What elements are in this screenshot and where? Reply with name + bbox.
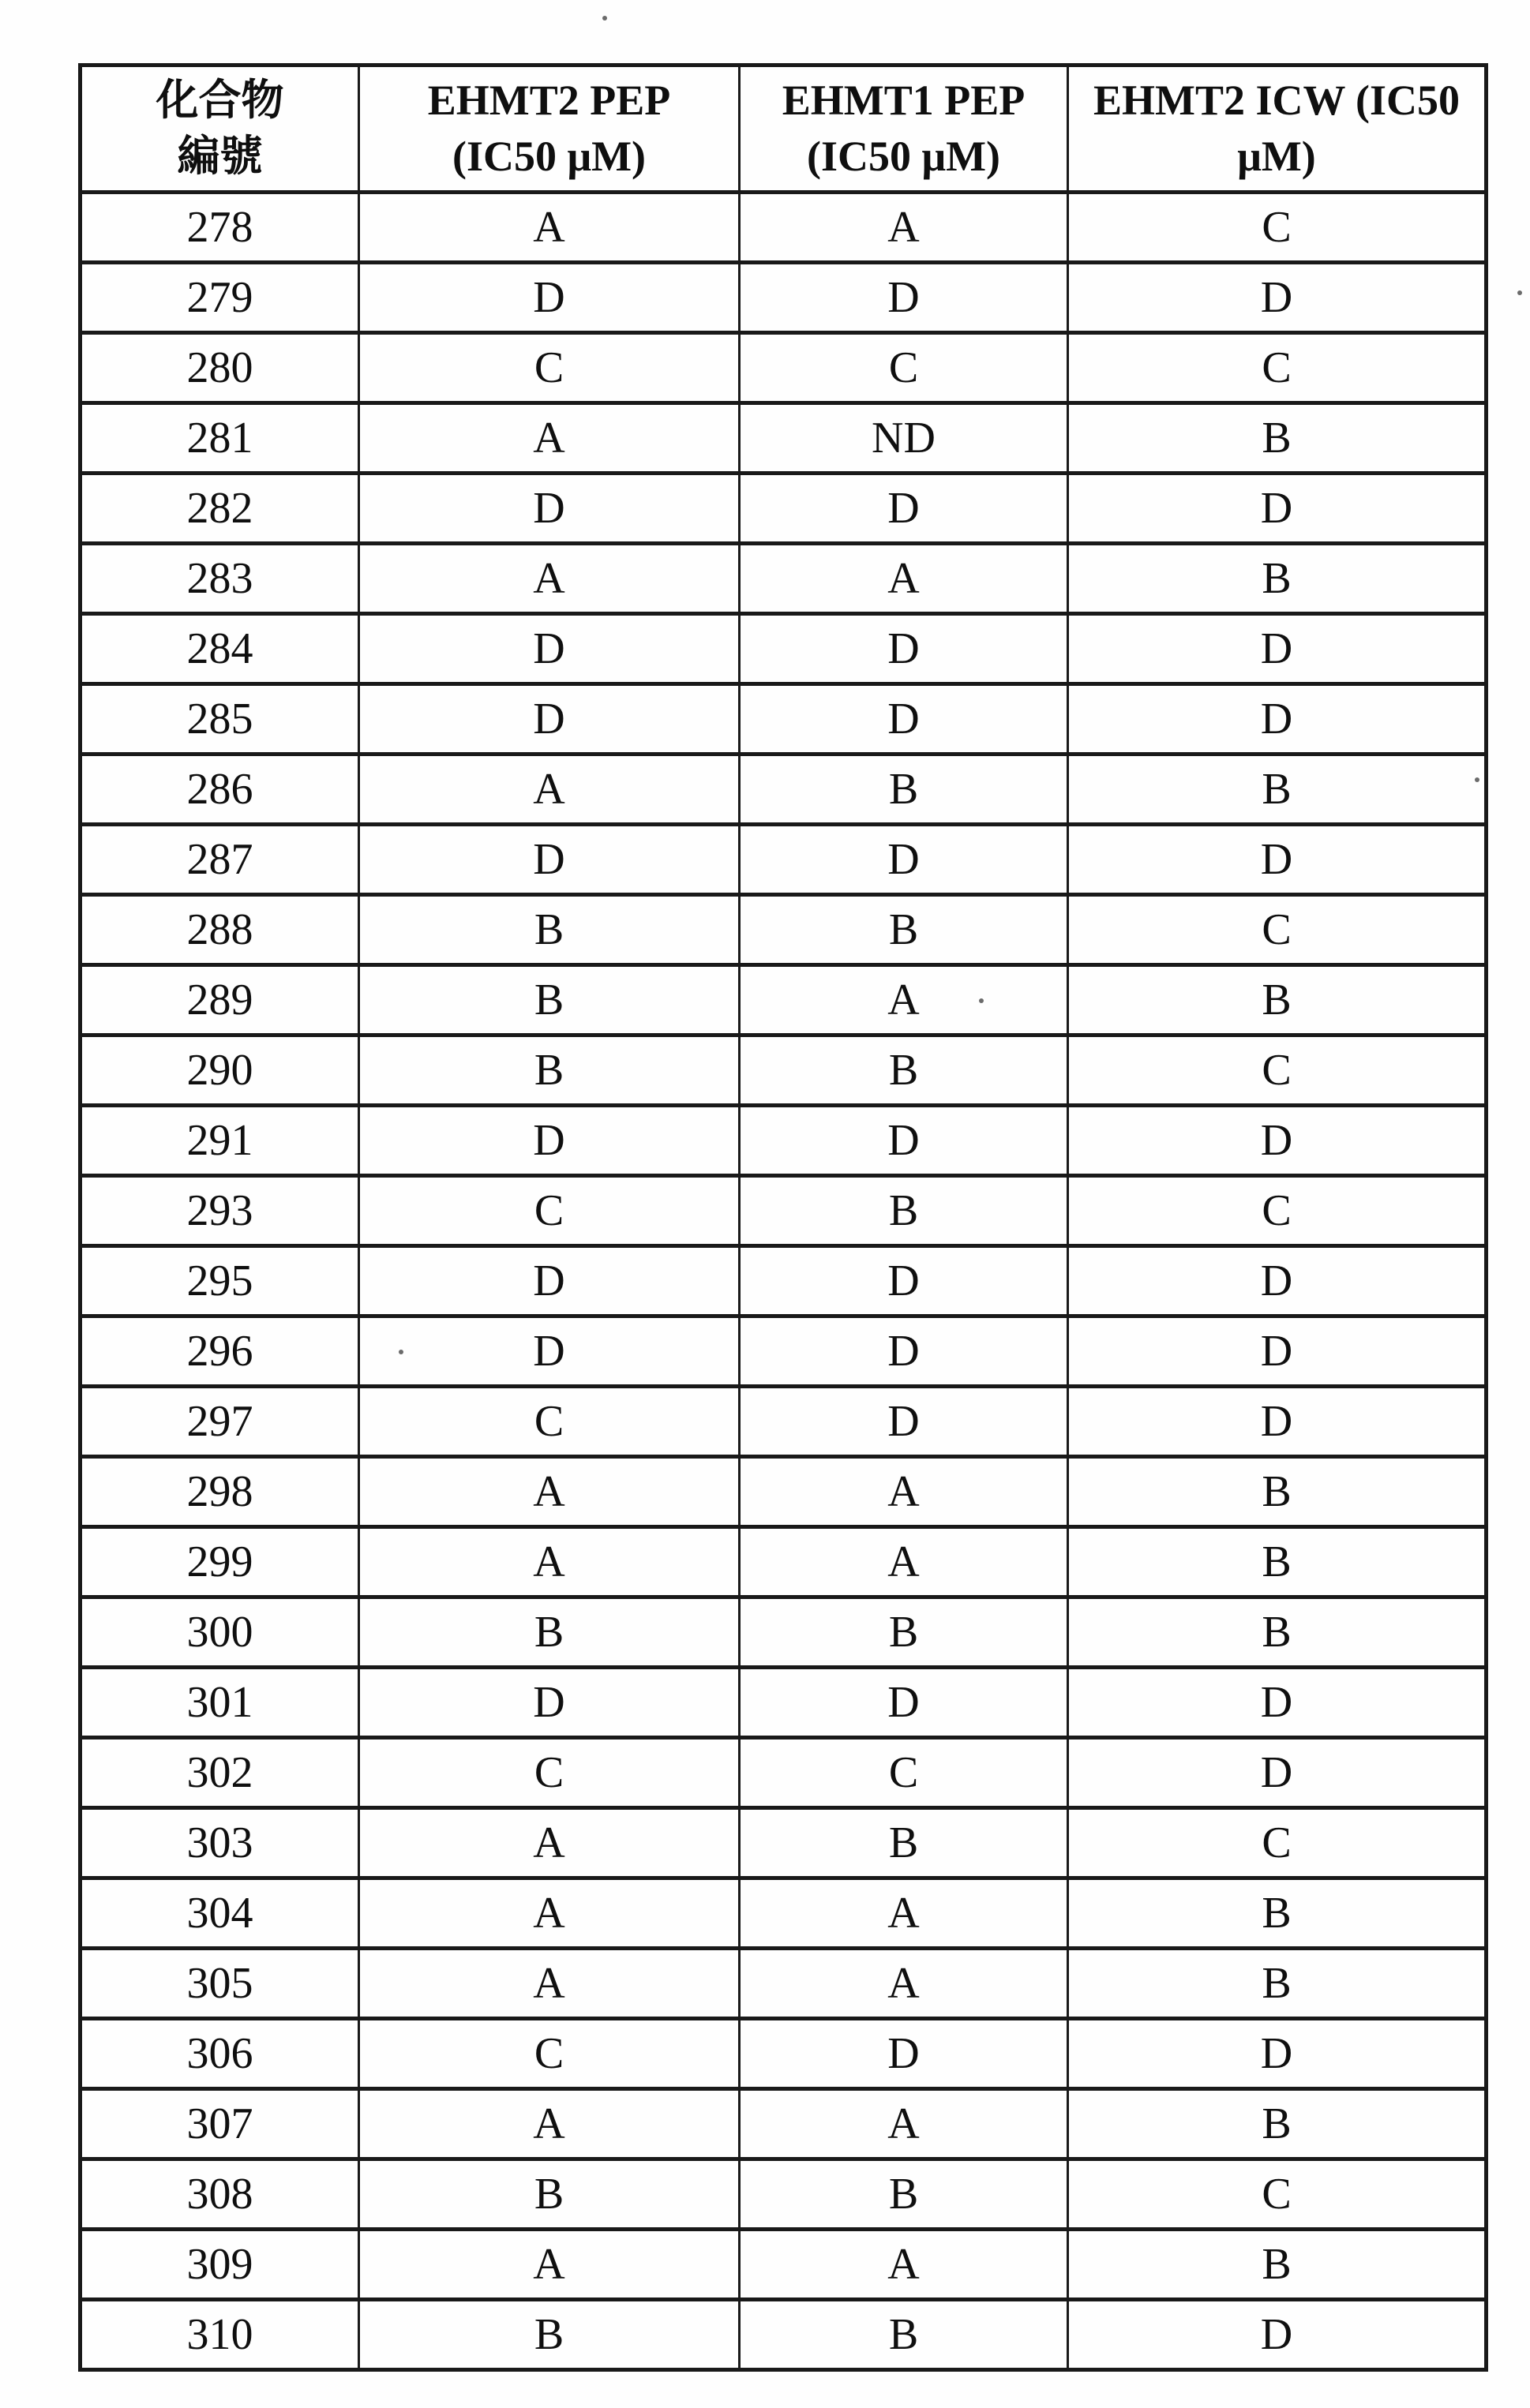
table-row [81,1035,1487,1106]
table-row [81,403,1487,474]
ehmt2-icw-grade-cell: D [1068,1316,1487,1387]
ehmt2-pep-grade-cell: A [359,1808,740,1878]
header-ehmt1-pep-line1: EHMT1 PEP [782,76,1026,124]
ehmt2-icw-grade-cell: D [1068,2019,1487,2089]
table-row [81,193,1487,263]
ehmt1-pep-grade-cell: A [740,965,1068,1035]
ehmt1-pep-grade-cell: B [740,1035,1068,1106]
ehmt2-pep-grade-cell: C [359,333,740,403]
table-row [81,1387,1487,1457]
table-row [81,333,1487,403]
compound-number-cell: 289 [81,965,359,1035]
ehmt2-pep-grade-cell: D [359,684,740,755]
compound-number-cell: 291 [81,1106,359,1176]
ehmt2-icw-grade-cell: D [1068,1387,1487,1457]
ehmt2-pep-grade-cell: A [359,2089,740,2159]
header-compound-line2: 編號 [177,133,263,180]
ehmt2-pep-grade-cell: A [359,1527,740,1597]
ehmt1-pep-grade-cell: D [740,684,1068,755]
ehmt1-pep-grade-cell: D [740,825,1068,895]
compound-number-cell: 305 [81,1949,359,2019]
compound-number-cell: 310 [81,2300,359,2370]
ehmt1-pep-grade-cell: D [740,614,1068,684]
compound-number-cell: 304 [81,1878,359,1949]
ehmt1-pep-grade-cell: C [740,1738,1068,1808]
table-row [81,1106,1487,1176]
compound-number-cell: 299 [81,1527,359,1597]
ehmt2-pep-grade-cell: D [359,474,740,544]
table-row [81,614,1487,684]
ehmt2-pep-grade-cell: D [359,614,740,684]
ehmt2-icw-grade-cell: D [1068,1668,1487,1738]
ehmt2-icw-grade-cell: D [1068,614,1487,684]
ehmt2-icw-grade-cell: B [1068,965,1487,1035]
ehmt2-icw-grade-cell: C [1068,1808,1487,1878]
ehmt1-pep-grade-cell: C [740,333,1068,403]
ehmt2-icw-grade-cell: C [1068,1035,1487,1106]
table-row [81,474,1487,544]
ehmt2-pep-grade-cell: B [359,1035,740,1106]
table-row [81,263,1487,333]
header-ehmt2-pep-line2: (IC50 μM) [452,133,647,180]
ehmt1-pep-grade-cell: B [740,1808,1068,1878]
compound-number-cell: 280 [81,333,359,403]
ehmt2-icw-grade-cell: B [1068,755,1487,825]
ehmt2-pep-grade-cell: D [359,263,740,333]
ehmt1-pep-grade-cell: D [740,1668,1068,1738]
ehmt2-pep-grade-cell: D [359,825,740,895]
ehmt2-icw-grade-cell: D [1068,474,1487,544]
ehmt1-pep-grade-cell: A [740,1878,1068,1949]
header-row [81,66,1487,193]
scan-speck [1517,290,1522,295]
ehmt2-icw-grade-cell: B [1068,1878,1487,1949]
ehmt2-pep-grade-cell: A [359,755,740,825]
table-row [81,2230,1487,2300]
table-row [81,2159,1487,2230]
assay-results-table [78,63,1488,2372]
ehmt1-pep-grade-cell: D [740,263,1068,333]
ehmt1-pep-grade-cell: D [740,1106,1068,1176]
ehmt1-pep-grade-cell: A [740,193,1068,263]
compound-number-cell: 307 [81,2089,359,2159]
header-ehmt2-pep-line1: EHMT2 PEP [427,76,671,124]
compound-number-cell: 300 [81,1597,359,1668]
compound-number-cell: 297 [81,1387,359,1457]
ehmt2-pep-grade-cell: C [359,1176,740,1246]
scan-speck [602,16,607,21]
table-row [81,1527,1487,1597]
table-body [81,193,1487,2370]
ehmt2-icw-grade-cell: B [1068,1457,1487,1527]
header-ehmt2-icw-line1: EHMT2 ICW (IC50 [1093,76,1461,124]
scan-speck [979,998,984,1003]
ehmt2-icw-grade-cell: C [1068,895,1487,965]
ehmt2-icw-grade-cell: D [1068,1246,1487,1316]
ehmt2-pep-grade-cell: A [359,544,740,614]
ehmt2-pep-grade-cell: A [359,1878,740,1949]
table-row [81,1316,1487,1387]
compound-number-cell: 287 [81,825,359,895]
table-row [81,1246,1487,1316]
compound-number-cell: 278 [81,193,359,263]
table-header [81,66,1487,193]
compound-number-cell: 302 [81,1738,359,1808]
ehmt2-pep-grade-cell: B [359,1597,740,1668]
compound-number-cell: 285 [81,684,359,755]
ehmt2-pep-grade-cell: D [359,1668,740,1738]
ehmt2-pep-grade-cell: B [359,965,740,1035]
ehmt1-pep-grade-cell: A [740,544,1068,614]
ehmt2-pep-grade-cell: C [359,2019,740,2089]
table-row [81,2019,1487,2089]
ehmt2-icw-grade-cell: B [1068,544,1487,614]
table-row [81,1457,1487,1527]
ehmt1-pep-grade-cell: D [740,474,1068,544]
ehmt2-pep-grade-cell: A [359,1949,740,2019]
table-row [81,1597,1487,1668]
table-row [81,755,1487,825]
compound-number-cell: 281 [81,403,359,474]
ehmt2-icw-grade-cell: B [1068,1527,1487,1597]
ehmt2-icw-grade-cell: B [1068,1949,1487,2019]
table-row [81,1878,1487,1949]
table-row [81,684,1487,755]
ehmt2-icw-grade-cell: D [1068,684,1487,755]
ehmt2-icw-grade-cell: C [1068,1176,1487,1246]
ehmt1-pep-grade-cell: B [740,2159,1068,2230]
compound-number-cell: 298 [81,1457,359,1527]
table-row [81,1176,1487,1246]
ehmt2-icw-grade-cell: C [1068,2159,1487,2230]
ehmt1-pep-grade-cell: ND [740,403,1068,474]
ehmt2-icw-grade-cell: B [1068,2089,1487,2159]
ehmt2-pep-grade-cell: A [359,403,740,474]
compound-number-cell: 293 [81,1176,359,1246]
compound-number-cell: 306 [81,2019,359,2089]
compound-number-cell: 288 [81,895,359,965]
compound-number-cell: 284 [81,614,359,684]
ehmt1-pep-grade-cell: A [740,1949,1068,2019]
table-row [81,1738,1487,1808]
ehmt1-pep-grade-cell: A [740,2230,1068,2300]
header-ehmt2-pep [359,66,740,193]
ehmt2-pep-grade-cell: C [359,1387,740,1457]
header-ehmt2-icw-line2: μM) [1237,133,1316,180]
compound-number-cell: 282 [81,474,359,544]
ehmt1-pep-grade-cell: B [740,1176,1068,1246]
compound-number-cell: 309 [81,2230,359,2300]
table-row [81,965,1487,1035]
compound-number-cell: 301 [81,1668,359,1738]
ehmt2-icw-grade-cell: D [1068,2300,1487,2370]
ehmt2-pep-grade-cell: D [359,1246,740,1316]
ehmt1-pep-grade-cell: B [740,755,1068,825]
table-row [81,2300,1487,2370]
table-row [81,2089,1487,2159]
ehmt2-pep-grade-cell: B [359,2300,740,2370]
ehmt2-icw-grade-cell: D [1068,825,1487,895]
compound-number-cell: 286 [81,755,359,825]
table-row [81,825,1487,895]
ehmt2-pep-grade-cell: C [359,1738,740,1808]
ehmt2-pep-grade-cell: D [359,1316,740,1387]
ehmt1-pep-grade-cell: B [740,1597,1068,1668]
compound-number-cell: 295 [81,1246,359,1316]
table-row [81,1808,1487,1878]
ehmt1-pep-grade-cell: D [740,1387,1068,1457]
compound-number-cell: 283 [81,544,359,614]
ehmt2-icw-grade-cell: B [1068,1597,1487,1668]
ehmt1-pep-grade-cell: D [740,2019,1068,2089]
ehmt1-pep-grade-cell: A [740,1527,1068,1597]
ehmt1-pep-grade-cell: D [740,1316,1068,1387]
ehmt2-icw-grade-cell: D [1068,1738,1487,1808]
ehmt2-pep-grade-cell: B [359,895,740,965]
table-row [81,544,1487,614]
ehmt2-icw-grade-cell: B [1068,403,1487,474]
ehmt2-icw-grade-cell: C [1068,333,1487,403]
compound-number-cell: 279 [81,263,359,333]
ehmt2-pep-grade-cell: D [359,1106,740,1176]
ehmt1-pep-grade-cell: A [740,1457,1068,1527]
header-compound-number [81,66,359,193]
scan-speck [399,1350,403,1354]
ehmt2-icw-grade-cell: D [1068,1106,1487,1176]
compound-number-cell: 303 [81,1808,359,1878]
compound-number-cell: 296 [81,1316,359,1387]
scan-speck [1475,777,1479,782]
compound-number-cell: 308 [81,2159,359,2230]
ehmt1-pep-grade-cell: A [740,2089,1068,2159]
ehmt2-pep-grade-cell: A [359,1457,740,1527]
ehmt2-icw-grade-cell: D [1068,263,1487,333]
header-ehmt1-pep-line2: (IC50 μM) [806,133,1001,180]
ehmt2-icw-grade-cell: B [1068,2230,1487,2300]
table-row [81,1949,1487,2019]
ehmt1-pep-grade-cell: B [740,2300,1068,2370]
ehmt2-pep-grade-cell: A [359,193,740,263]
ehmt1-pep-grade-cell: B [740,895,1068,965]
ehmt2-pep-grade-cell: A [359,2230,740,2300]
header-ehmt2-icw [1068,66,1487,193]
ehmt2-icw-grade-cell: C [1068,193,1487,263]
table-row [81,1668,1487,1738]
table-row [81,895,1487,965]
ehmt1-pep-grade-cell: D [740,1246,1068,1316]
ehmt2-pep-grade-cell: B [359,2159,740,2230]
compound-number-cell: 290 [81,1035,359,1106]
header-compound-line1: 化合物 [156,76,284,124]
header-ehmt1-pep [740,66,1068,193]
